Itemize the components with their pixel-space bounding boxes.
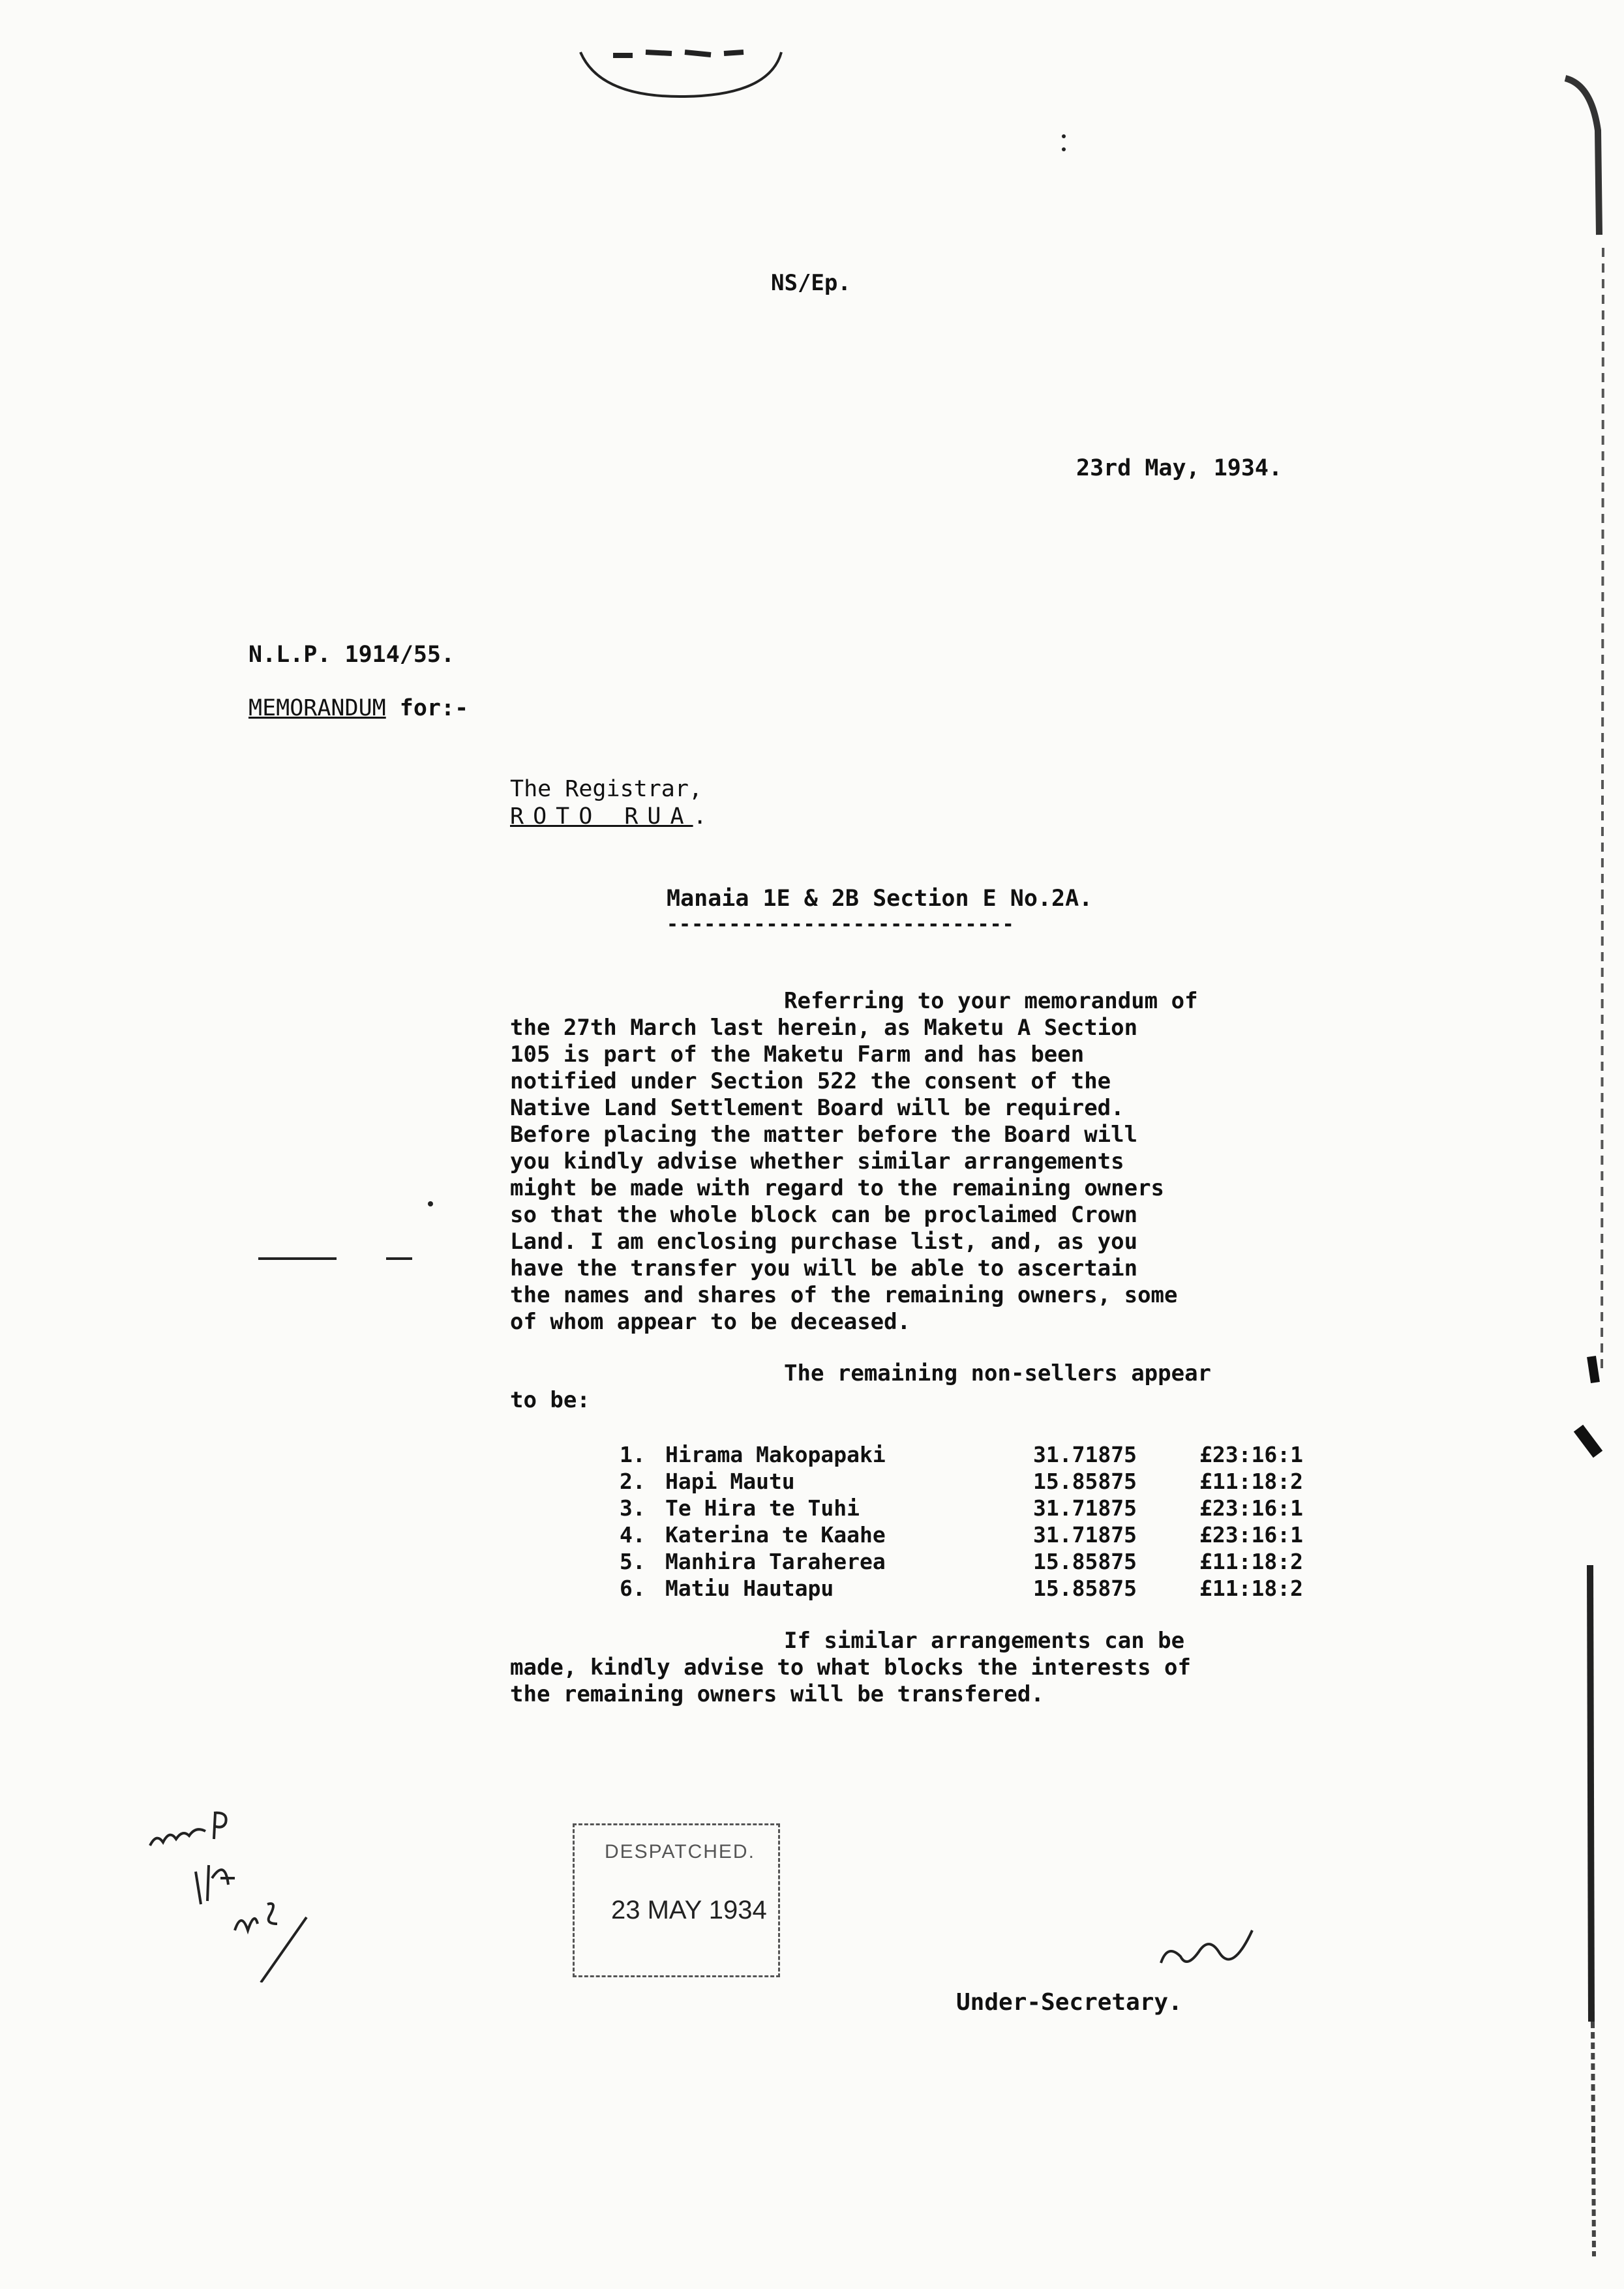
handwritten-notes	[143, 1774, 339, 1982]
speck	[1062, 134, 1066, 138]
paragraph-line: the 27th March last herein, as Maketu A Section	[510, 1015, 1138, 1041]
owner-value: £11:18:2	[1199, 1549, 1303, 1574]
list-item	[620, 1468, 1330, 1495]
non-sellers-list	[620, 1441, 1330, 1602]
owner-number: 5.	[620, 1549, 646, 1574]
list-item	[620, 1548, 1330, 1575]
owner-value: £23:16:1	[1199, 1495, 1303, 1521]
paragraph-line: Land. I am enclosing purchase list, and, as you	[510, 1229, 1138, 1255]
paragraph-line: so that the whole block can be proclaimed Crown	[510, 1202, 1138, 1228]
paragraph-line: notified under Section 522 the consent of the	[510, 1068, 1111, 1094]
paragraph-2	[510, 1360, 1325, 1414]
owner-number: 3.	[620, 1495, 646, 1521]
addressee-place-name: ROTO RUA	[510, 803, 693, 830]
owner-name: Hirama Makopapaki	[665, 1442, 886, 1467]
paragraph-1	[510, 988, 1325, 1336]
addressee-title: The Registrar,	[510, 776, 703, 802]
paragraph-3	[510, 1628, 1325, 1708]
list-item	[620, 1521, 1330, 1548]
speck	[428, 1201, 433, 1206]
scan-edge-shadow	[1552, 0, 1624, 2289]
signoff: Under-Secretary.	[956, 1989, 1182, 2016]
stamp-title: DESPATCHED.	[605, 1841, 755, 1863]
owner-name: Matiu Hautapu	[665, 1576, 834, 1601]
file-number: N.L.P. 1914/55.	[248, 642, 455, 668]
despatched-stamp	[573, 1823, 780, 1977]
owner-value: £23:16:1	[1199, 1522, 1303, 1548]
addressee-place	[510, 803, 716, 830]
paragraph-line: you kindly advise whether similar arrangements	[510, 1148, 1124, 1174]
paragraph-line: to be:	[510, 1387, 590, 1413]
memorandum-for: for:-	[385, 695, 469, 721]
reference-code: NS/Ep.	[771, 270, 851, 296]
paragraph-line: Referring to your memorandum of	[784, 988, 1198, 1014]
memorandum-word: MEMORANDUM	[248, 695, 386, 721]
owner-number: 2.	[620, 1469, 646, 1494]
owner-share: 15.85875	[1033, 1469, 1137, 1494]
paragraph-line: made, kindly advise to what blocks the interests of	[510, 1654, 1191, 1681]
owner-value: £11:18:2	[1199, 1576, 1303, 1601]
owner-share: 31.71875	[1033, 1442, 1137, 1467]
paragraph-line: the remaining owners will be transfered.	[510, 1681, 1044, 1707]
list-item	[620, 1575, 1330, 1602]
stray-dash	[258, 1257, 337, 1260]
paragraph-line: Before placing the matter before the Board will	[510, 1122, 1138, 1148]
paragraph-line: Native Land Settlement Board will be required.	[510, 1095, 1124, 1121]
initials-scrawl	[1148, 1917, 1265, 1989]
subject-underline: ----------------------------	[667, 913, 1015, 936]
owner-name: Katerina te Kaahe	[665, 1522, 886, 1548]
memo-date: 23rd May, 1934.	[1076, 455, 1283, 481]
owner-number: 1.	[620, 1442, 646, 1467]
owner-value: £11:18:2	[1199, 1469, 1303, 1494]
paragraph-line: If similar arrangements can be	[784, 1628, 1185, 1654]
paragraph-line: The remaining non-sellers appear	[784, 1360, 1212, 1386]
list-item	[620, 1495, 1330, 1521]
addressee-place-suffix: .	[693, 803, 716, 830]
owner-number: 6.	[620, 1576, 646, 1601]
memorandum-heading	[248, 695, 468, 721]
owner-name: Hapi Mautu	[665, 1469, 795, 1494]
owner-name: Te Hira te Tuhi	[665, 1495, 860, 1521]
paragraph-line: might be made with regard to the remaining owners	[510, 1175, 1165, 1201]
subject-line: Manaia 1E & 2B Section E No.2A.	[667, 886, 1093, 912]
owner-share: 31.71875	[1033, 1522, 1137, 1548]
owner-share: 15.85875	[1033, 1549, 1137, 1574]
owner-number: 4.	[620, 1522, 646, 1548]
paragraph-line: have the transfer you will be able to ascertain	[510, 1255, 1138, 1281]
owner-value: £23:16:1	[1199, 1442, 1303, 1467]
paragraph-line: the names and shares of the remaining owners, some	[510, 1282, 1178, 1308]
speck	[1062, 147, 1066, 151]
header-oval-mark	[574, 26, 796, 104]
owner-share: 31.71875	[1033, 1495, 1137, 1521]
paragraph-line: of whom appear to be deceased.	[510, 1309, 911, 1335]
owner-name: Manhira Taraherea	[665, 1549, 886, 1574]
list-item	[620, 1441, 1330, 1468]
stamp-date: 23 MAY 1934	[611, 1896, 767, 1924]
paragraph-line: 105 is part of the Maketu Farm and has been	[510, 1041, 1085, 1068]
owner-share: 15.85875	[1033, 1576, 1137, 1601]
stray-dash	[386, 1257, 412, 1260]
